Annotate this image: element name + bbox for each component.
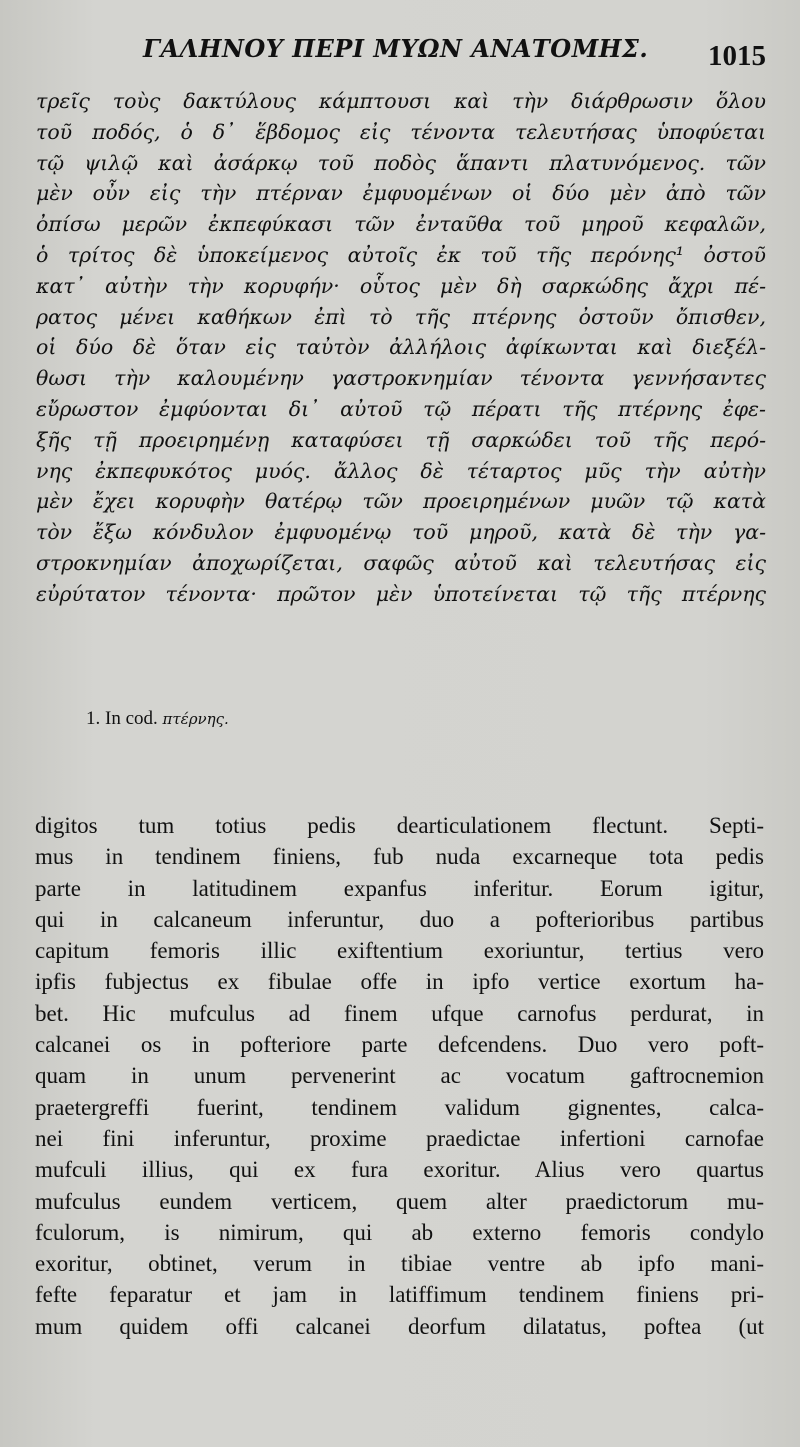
greek-line: εὔρωστον ἐμφύονται δι᾽ αὐτοῦ τῷ πέρατι τῆς πτέρνης ἐφε- — [36, 396, 766, 421]
latin-line: qui in calcaneum inferuntur, duo a pofterioribus partibus — [35, 906, 764, 932]
page-number: 1015 — [708, 40, 766, 72]
greek-line: εὐρύτατον τένοντα· πρῶτον μὲν ὑποτείνεται τῷ τῆς πτέρνης — [36, 581, 766, 606]
latin-line: digitos tum totius pedis dearticulationem flectunt. Septi- — [35, 813, 764, 838]
greek-line: τοῦ ποδός, ὁ δ᾽ ἕβδομος εἰς τένοντα τελευτήσας ὑποφύεται — [36, 119, 766, 144]
latin-line: bet. Hic mufculus ad finem ufque carnofus perdurat, in — [35, 1000, 764, 1026]
greek-line: κατ᾽ αὐτὴν τὴν κορυφήν· οὗτος μὲν δὴ σαρκώδης ἄχρι πέ- — [36, 273, 766, 298]
greek-line: τρεῖς τοὺς δακτύλους κάμπτουσι καὶ τὴν διάρθρωσιν ὅλου — [36, 89, 766, 113]
latin-line: exoritur, obtinet, verum in tibiae ventre ab ipfo mani- — [35, 1251, 764, 1277]
latin-line: fculorum, is nimirum, qui ab externo femoris condylo — [35, 1219, 764, 1245]
greek-text-block — [36, 86, 766, 610]
footnote-marker: 1. — [86, 708, 101, 729]
footnote-greek: πτέρνης. — [162, 710, 229, 728]
latin-line: capitum femoris illic exiftentium exoriuntur, tertius vero — [35, 938, 764, 964]
latin-text-block — [35, 810, 764, 1342]
latin-line: parte in latitudinem expanfus inferitur. Eorum igitur, — [35, 875, 764, 901]
greek-line: τὸν ἔξω κόνδυλον ἐμφυομένῳ τοῦ μηροῦ, κατὰ δὲ τὴν γα- — [36, 520, 766, 545]
latin-line: fefte feparatur et jam in latiffimum tendinem finiens pri- — [35, 1282, 764, 1308]
page-header — [0, 28, 800, 76]
greek-line: στροκνημίαν ἀποχωρίζεται, σαφῶς αὐτοῦ καὶ τελευτήσας εἰς — [36, 550, 766, 575]
latin-line: calcanei os in pofteriore parte defcendens. Duo vero poft- — [35, 1032, 764, 1058]
greek-line: τῷ ψιλῷ καὶ ἀσάρκῳ τοῦ ποδὸς ἅπαντι πλατυνόμενος. τῶν — [36, 150, 766, 175]
latin-line: quam in unum pervenerint ac vocatum gaftrocnemion — [35, 1063, 764, 1089]
greek-line: μὲν ἔχει κορυφὴν θατέρῳ τῶν προειρημένων μυῶν τῷ κατὰ — [36, 489, 766, 514]
footnote — [86, 708, 229, 730]
greek-line: νης ἐκπεφυκότος μυός. ἄλλος δὲ τέταρτος μῦς τὴν αὐτὴν — [36, 458, 766, 483]
greek-line: ξῆς τῇ προειρημένῃ καταφύσει τῇ σαρκώδει τοῦ τῆς περό- — [36, 427, 766, 452]
latin-line: ipfis fubjectus ex fibulae offe in ipfo vertice exortum ha- — [35, 969, 764, 995]
latin-line: mus in tendinem finiens, fub nuda excarneque tota pedis — [35, 844, 764, 870]
footnote-text: In cod. — [105, 708, 158, 729]
greek-line: μὲν οὖν εἰς τὴν πτέρναν ἐμφυομένων οἱ δύο μὲν ἀπὸ τῶν — [36, 181, 766, 206]
latin-line: mufculus eundem verticem, quem alter praedictorum mu- — [35, 1188, 764, 1214]
greek-line: οἱ δύο δὲ ὅταν εἰς ταὐτὸν ἀλλήλοις ἀφίκωνται καὶ διεξέλ- — [36, 335, 766, 360]
greek-line: ὀπίσω μερῶν ἐκπεφύκασι τῶν ἐνταῦθα τοῦ μηροῦ κεφαλῶν, — [36, 212, 766, 237]
latin-line: mufculi illius, qui ex fura exoritur. Alius vero quartus — [35, 1157, 764, 1183]
greek-line: θωσι τὴν καλουμένην γαστροκνημίαν τένοντα γεννήσαντες — [36, 366, 766, 391]
greek-line: ὁ τρίτος δὲ ὑποκείμενος αὐτοῖς ἐκ τοῦ τῆς περόνης¹ ὀστοῦ — [36, 242, 766, 267]
running-title: ΓΑΛΗΝΟΥ ΠΕΡΙ ΜΥΩΝ ΑΝΑΤΟΜΗΣ. — [143, 34, 649, 63]
greek-line: ρατος μένει καθήκων ἐπὶ τὸ τῆς πτέρνης ὀστοῦν ὄπισθεν, — [36, 304, 766, 329]
latin-line: nei fini inferuntur, proxime praedictae infertioni carnofae — [35, 1125, 764, 1151]
latin-line: mum quidem offi calcanei deorfum dilatatus, poftea (ut — [35, 1313, 764, 1339]
latin-line: praetergreffi fuerint, tendinem validum gignentes, calca- — [35, 1094, 764, 1120]
